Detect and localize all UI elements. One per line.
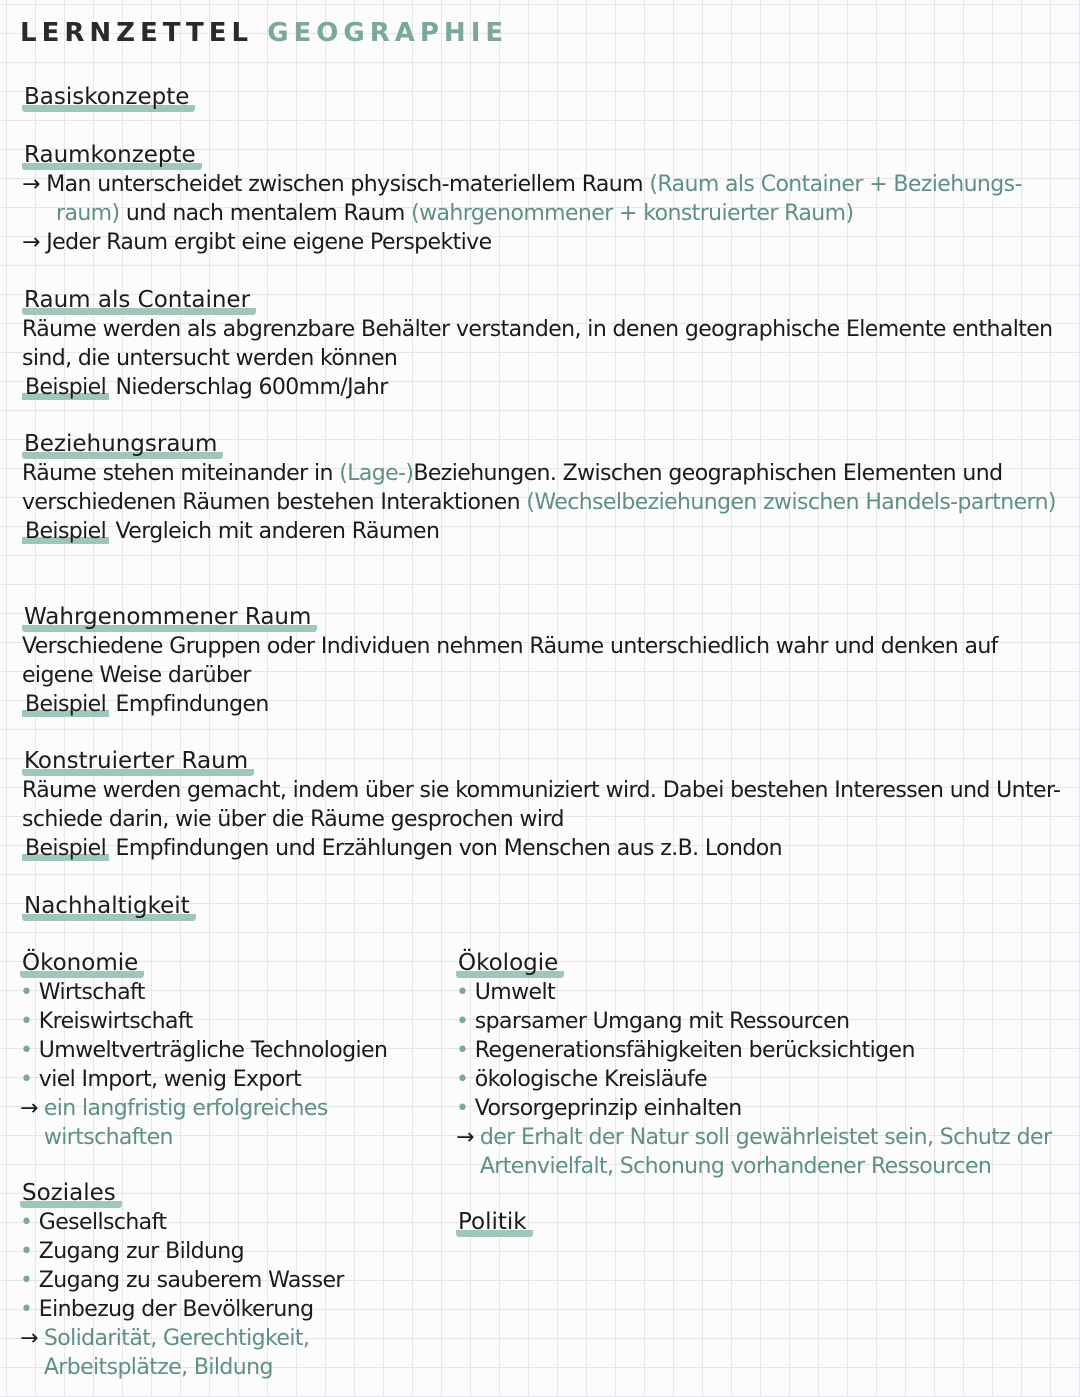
politik-section (456, 1208, 533, 1237)
arrow-icon: → (22, 230, 40, 255)
container-example: Beispiel Niederschlag 600mm/Jahr (22, 373, 1072, 402)
container-heading: Raum als Container (22, 286, 256, 315)
wahr-text: Verschiedene Gruppen oder Individuen nehmen Räume unterschiedlich wahr und denken auf eigene Weise darüber (22, 634, 998, 688)
raumkonzepte-heading: Raumkonzepte (22, 141, 202, 170)
arrow-icon: → (22, 172, 40, 197)
raumkonzepte-line2: raum) und nach mentalem Raum (wahrgenommener + konstruierter Raum) (56, 201, 854, 226)
oekonomie-list (20, 978, 420, 1094)
oekologie-section (456, 949, 1071, 1181)
raumkonzepte-section (22, 141, 1072, 257)
wahr-heading: Wahrgenommener Raum (22, 603, 317, 632)
basis-section (22, 83, 1072, 112)
soziales-conclusion: → Solidarität, Gerechtigkeit, Arbeitsplätze, Bildung (20, 1326, 310, 1380)
list-item: • sparsamer Umgang mit Ressourcen (456, 1007, 1071, 1036)
list-item: • Einbezug der Bevölkerung (20, 1295, 420, 1324)
list-item: • Vorsorgeprinzip einhalten (456, 1094, 1071, 1123)
container-text: Räume werden als abgrenzbare Behälter verstanden, in denen geographische Elemente enthalten sind, die untersucht werden können (22, 317, 1053, 371)
list-item: • Umwelt (456, 978, 1071, 1007)
wahr-example: Beispiel Empfindungen (22, 690, 1072, 719)
wahr-section (22, 603, 1072, 719)
list-item: • Gesellschaft (20, 1208, 420, 1237)
beziehung-section (22, 430, 1072, 546)
list-item: • Umweltverträgliche Technologien (20, 1036, 420, 1065)
oekonomie-section (20, 949, 420, 1152)
oekologie-heading: Ökologie (456, 949, 564, 978)
nachhaltigkeit-section (22, 892, 1072, 921)
container-section (22, 286, 1072, 402)
basis-heading: Basiskonzepte (22, 83, 195, 112)
konstr-example: Beispiel Empfindungen und Erzählungen von Menschen aus z.B. London (22, 834, 1072, 863)
politik-heading: Politik (456, 1208, 533, 1237)
title-part1: LERNZETTEL (20, 18, 254, 48)
list-item: • Zugang zur Bildung (20, 1237, 420, 1266)
oekologie-list (456, 978, 1071, 1123)
arrow-icon: → (20, 1096, 38, 1121)
raumkonzepte-line1: → Man unterscheidet zwischen physisch-materiellem Raum (Raum als Container + Beziehungs- (22, 172, 1022, 197)
title-part2: GEOGRAPHIE (267, 18, 509, 48)
list-item: • ökologische Kreisläufe (456, 1065, 1071, 1094)
soziales-list (20, 1208, 420, 1324)
list-item: • Wirtschaft (20, 978, 420, 1007)
konstr-text: Räume werden gemacht, indem über sie kommuniziert wird. Dabei bestehen Interessen und Unter-schiede darin, wie über die Räume gesprochen wird (22, 778, 1061, 832)
soziales-heading: Soziales (20, 1179, 122, 1208)
arrow-icon: → (20, 1326, 38, 1351)
beziehung-example: Beispiel Vergleich mit anderen Räumen (22, 517, 1072, 546)
list-item: • Regenerationsfähigkeiten berücksichtigen (456, 1036, 1071, 1065)
beziehung-heading: Beziehungsraum (22, 430, 223, 459)
list-item: • viel Import, wenig Export (20, 1065, 420, 1094)
oekologie-conclusion: → der Erhalt der Natur soll gewährleistet sein, Schutz der Artenvielfalt, Schonung vorhandener Ressourcen (456, 1125, 1052, 1179)
beziehung-text: Räume stehen miteinander in (Lage-)Beziehungen. Zwischen geographischen Elementen und verschiedenen Räumen bestehen Interaktionen (Wechselbeziehungen zwischen Handels-partnern) (22, 461, 1056, 515)
oekonomie-heading: Ökonomie (20, 949, 144, 978)
page-title (20, 18, 508, 48)
soziales-section (20, 1179, 420, 1382)
raumkonzepte-line3: → Jeder Raum ergibt eine eigene Perspektive (22, 230, 492, 255)
oekonomie-conclusion: → ein langfristig erfolgreiches wirtschaften (20, 1096, 328, 1150)
list-item: • Zugang zu sauberem Wasser (20, 1266, 420, 1295)
list-item: • Kreiswirtschaft (20, 1007, 420, 1036)
nachhaltigkeit-heading: Nachhaltigkeit (22, 892, 196, 921)
arrow-icon: → (456, 1125, 474, 1150)
konstr-section (22, 747, 1072, 863)
konstr-heading: Konstruierter Raum (22, 747, 254, 776)
